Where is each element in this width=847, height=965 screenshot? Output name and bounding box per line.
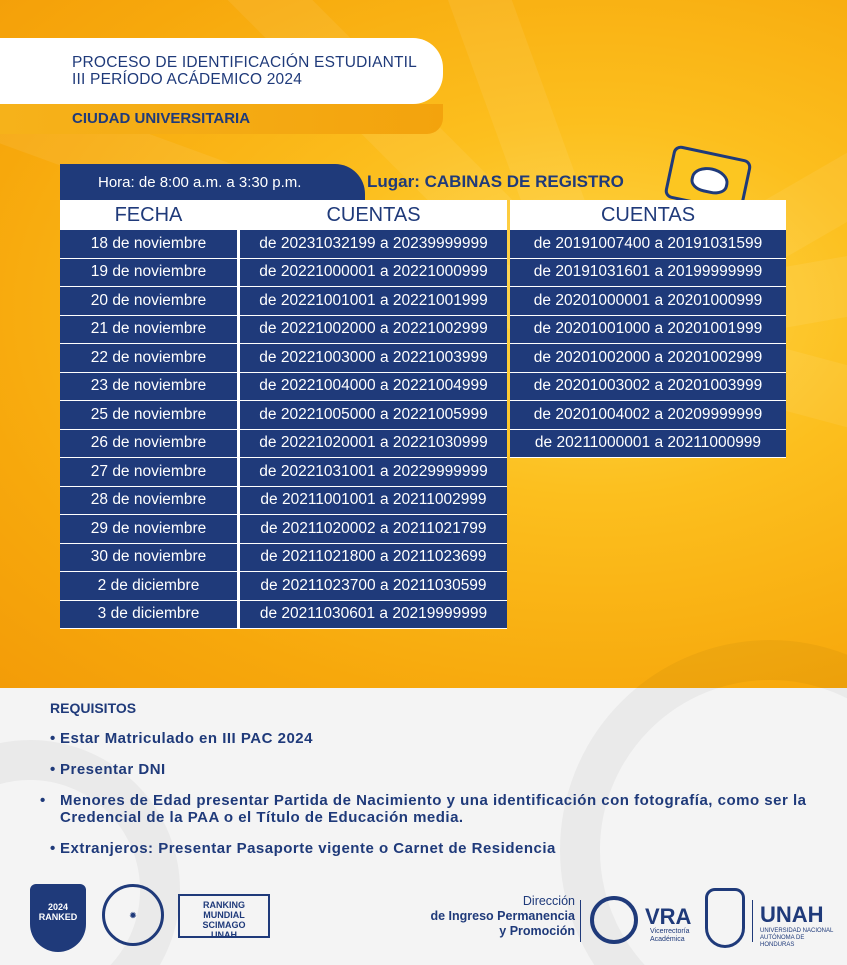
fecha-cell: 28 de noviembre (60, 487, 240, 516)
schedule-hours: Hora: de 8:00 a.m. a 3:30 p.m. (60, 164, 365, 200)
extra-cuentas-cell: de 20201002000 a 20201002999 (510, 344, 786, 373)
schedule-row (60, 287, 507, 316)
cuentas-cell: de 20231032199 a 20239999999 (240, 230, 507, 259)
schedule-table (60, 200, 507, 629)
schedule-row (60, 544, 507, 573)
schedule-location: Lugar: CABINAS DE REGISTRO (367, 172, 624, 191)
cuentas-cell: de 20221004000 a 20221004999 (240, 373, 507, 402)
cuentas-cell: de 20221003000 a 20221003999 (240, 344, 507, 373)
extra-row (510, 373, 786, 402)
fecha-cell: 22 de noviembre (60, 344, 240, 373)
extra-cuentas-cell: de 20201004002 a 20209999999 (510, 401, 786, 430)
extra-row (510, 230, 786, 259)
cuentas-cell: de 20221001001 a 20221001999 (240, 287, 507, 316)
requirements-title: REQUISITOS (50, 700, 137, 716)
cuentas-cell: de 20221005000 a 20221005999 (240, 401, 507, 430)
fecha-cell: 3 de diciembre (60, 601, 240, 630)
ranking-scimago-logo: RANKING MUNDIAL SCIMAGO UNAH (178, 894, 270, 938)
cuentas-cell: de 20211021800 a 20211023699 (240, 544, 507, 573)
schedule-row (60, 344, 507, 373)
extra-row (510, 430, 786, 459)
schedule-row (60, 515, 507, 544)
direccion-logo-text: Dirección de Ingreso Permanencia y Promoción (430, 894, 575, 938)
extra-cuentas-cell: de 20211000001 a 20211000999 (510, 430, 786, 459)
cuentas-cell: de 20211001001 a 20211002999 (240, 487, 507, 516)
title-box (0, 38, 443, 104)
requirement-item: • Estar Matriculado en III PAC 2024 (50, 730, 313, 747)
fecha-cell: 26 de noviembre (60, 430, 240, 459)
schedule-row (60, 316, 507, 345)
vra-logo-text: VRA (645, 904, 692, 929)
unah-logo-text: UNAH (760, 902, 824, 927)
extra-row (510, 316, 786, 345)
cuentas-cell: de 20211023700 a 20211030599 (240, 572, 507, 601)
extra-cuentas-cell: de 20191007400 a 20191031599 (510, 230, 786, 259)
requirement-item: • Menores de Edad presentar Partida de Nacimiento y una identificación con fotografía, como ser la Credencial de la PAA o el Título de Educación media. (40, 792, 807, 826)
column-header-cuentas-2: CUENTAS (510, 200, 786, 230)
column-header-fecha: FECHA (60, 200, 240, 230)
extra-row (510, 401, 786, 430)
schedule-row (60, 430, 507, 459)
fecha-cell: 27 de noviembre (60, 458, 240, 487)
schedule-row (60, 230, 507, 259)
schedule-row (60, 601, 507, 630)
extra-cuentas-cell: de 20201000001 a 20201000999 (510, 287, 786, 316)
unah-subtitle: UNIVERSIDAD NACIONAL AUTÓNOMA DE HONDURAS (760, 928, 834, 948)
schedule-row (60, 458, 507, 487)
fecha-cell: 19 de noviembre (60, 259, 240, 288)
fecha-cell: 18 de noviembre (60, 230, 240, 259)
extra-cuentas-cell: de 20201001000 a 20201001999 (510, 316, 786, 345)
requirement-item: • Presentar DNI (50, 761, 166, 778)
extra-row (510, 287, 786, 316)
schedule-row (60, 572, 507, 601)
vra-subtitle: Vicerrectoría Académica (650, 928, 690, 943)
unah-shield-icon (705, 888, 745, 948)
vra-emblem-icon (590, 896, 638, 944)
schedule-row (60, 373, 507, 402)
cuentas-cell: de 20221020001 a 20221030999 (240, 430, 507, 459)
fecha-cell: 23 de noviembre (60, 373, 240, 402)
footer-logos (0, 880, 847, 965)
fecha-cell: 20 de noviembre (60, 287, 240, 316)
requirement-item: • Extranjeros: Presentar Pasaporte vigente o Carnet de Residencia (50, 840, 556, 857)
fecha-cell: 2 de diciembre (60, 572, 240, 601)
extra-accounts-table (510, 200, 786, 458)
extra-row (510, 259, 786, 288)
university-seal-logo: ✹ (102, 884, 164, 946)
extra-cuentas-cell: de 20191031601 a 20199999999 (510, 259, 786, 288)
fecha-cell: 30 de noviembre (60, 544, 240, 573)
extra-row (510, 344, 786, 373)
schedule-row (60, 259, 507, 288)
extra-cuentas-cell: de 20201003002 a 20201003999 (510, 373, 786, 402)
cuentas-cell: de 20221002000 a 20221002999 (240, 316, 507, 345)
ranked-badge-logo: 2024 RANKED (30, 884, 86, 952)
column-header-cuentas: CUENTAS (240, 200, 507, 230)
title-line-2: III PERÍODO ACÁDEMICO 2024 (72, 71, 303, 88)
cuentas-cell: de 20221031001 a 20229999999 (240, 458, 507, 487)
fecha-cell: 29 de noviembre (60, 515, 240, 544)
fecha-cell: 25 de noviembre (60, 401, 240, 430)
cuentas-cell: de 20211020002 a 20211021799 (240, 515, 507, 544)
fecha-cell: 21 de noviembre (60, 316, 240, 345)
title-line-1: PROCESO DE IDENTIFICACIÓN ESTUDIANTIL (72, 54, 417, 71)
schedule-row (60, 487, 507, 516)
cuentas-cell: de 20221000001 a 20221000999 (240, 259, 507, 288)
schedule-row (60, 401, 507, 430)
requirements-section (40, 700, 820, 871)
campus-label: CIUDAD UNIVERSITARIA (0, 104, 443, 134)
cuentas-cell: de 20211030601 a 20219999999 (240, 601, 507, 630)
